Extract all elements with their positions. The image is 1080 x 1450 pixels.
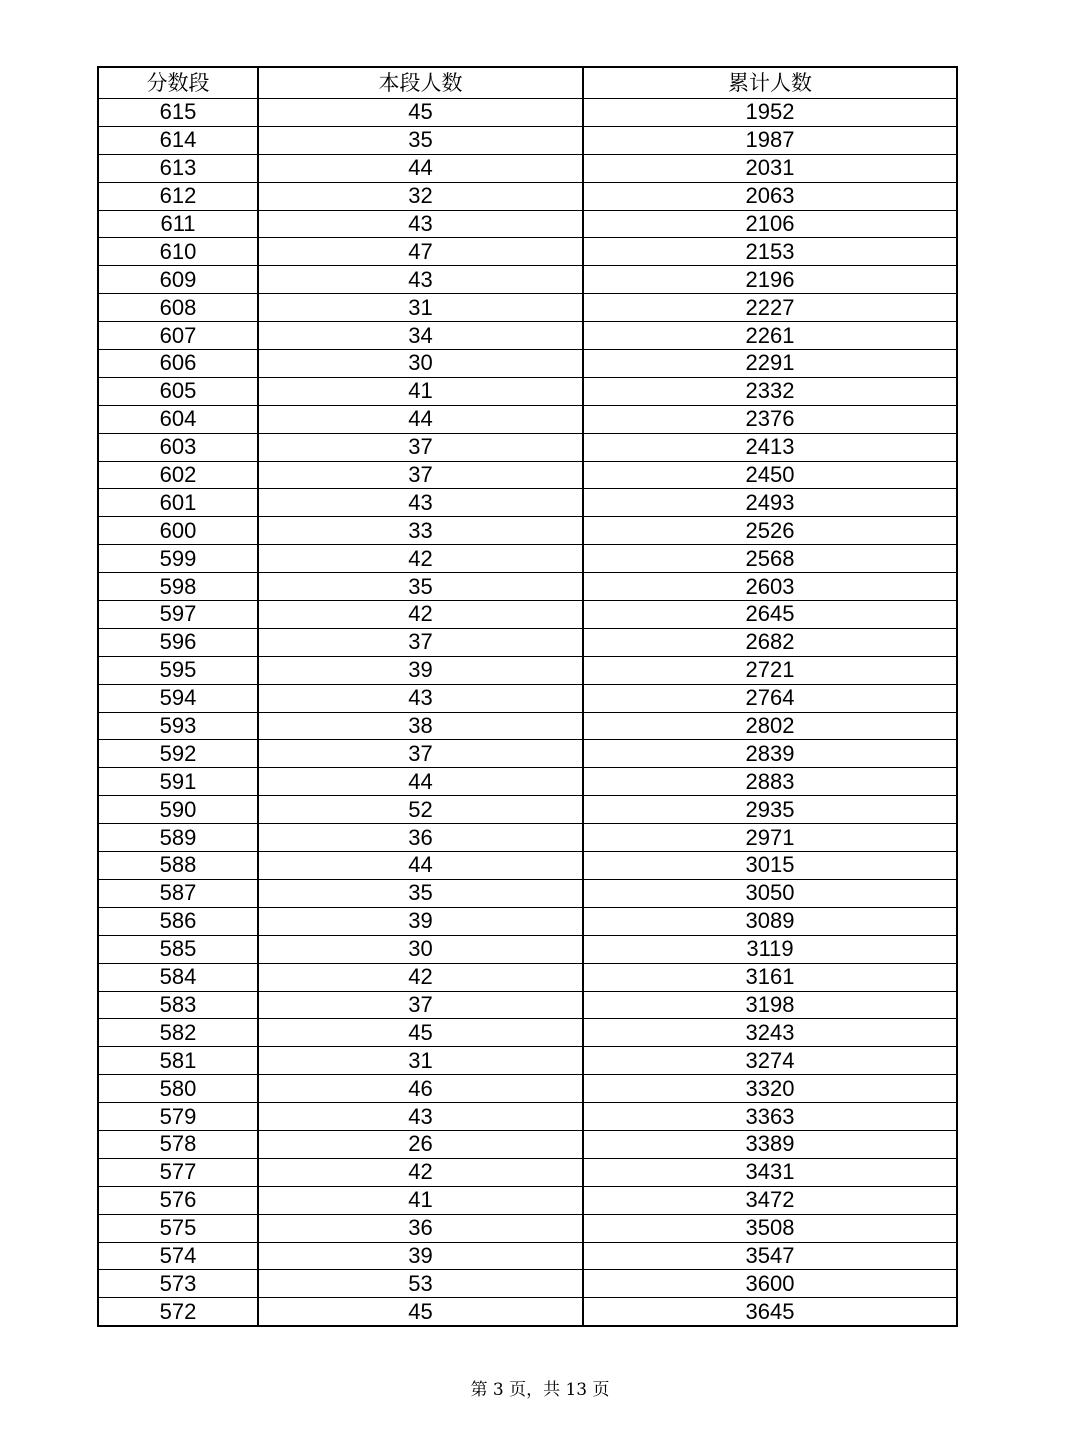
cell-cumulative-count: 2153 (583, 238, 957, 266)
cell-segment-count: 36 (258, 824, 583, 852)
cell-score: 582 (98, 1019, 258, 1047)
cell-score: 595 (98, 656, 258, 684)
table-row (98, 852, 957, 880)
score-distribution-table (97, 66, 958, 1327)
cell-cumulative-count: 3050 (583, 879, 957, 907)
table-row (98, 1158, 957, 1186)
cell-cumulative-count: 2839 (583, 740, 957, 768)
cell-segment-count: 46 (258, 1075, 583, 1103)
cell-segment-count: 36 (258, 1214, 583, 1242)
cell-segment-count: 30 (258, 935, 583, 963)
cell-score: 596 (98, 628, 258, 656)
cell-cumulative-count: 3274 (583, 1047, 957, 1075)
cell-score: 591 (98, 768, 258, 796)
table-row (98, 238, 957, 266)
cell-cumulative-count: 2645 (583, 601, 957, 629)
table-row (98, 1047, 957, 1075)
cell-score: 586 (98, 907, 258, 935)
cell-cumulative-count: 3547 (583, 1242, 957, 1270)
table-row (98, 1019, 957, 1047)
cell-segment-count: 38 (258, 712, 583, 740)
cell-score: 587 (98, 879, 258, 907)
table-row (98, 907, 957, 935)
cell-score: 581 (98, 1047, 258, 1075)
table-row (98, 182, 957, 210)
cell-segment-count: 43 (258, 1103, 583, 1131)
table-row (98, 824, 957, 852)
cell-score: 593 (98, 712, 258, 740)
cell-segment-count: 45 (258, 1019, 583, 1047)
cell-cumulative-count: 3243 (583, 1019, 957, 1047)
cell-score: 575 (98, 1214, 258, 1242)
cell-segment-count: 32 (258, 182, 583, 210)
cell-segment-count: 52 (258, 796, 583, 824)
table-row (98, 963, 957, 991)
page-footer: 第 3 页，共 13 页 (470, 1380, 610, 1400)
cell-cumulative-count: 2227 (583, 294, 957, 322)
cell-segment-count: 39 (258, 1242, 583, 1270)
cell-cumulative-count: 2063 (583, 182, 957, 210)
cell-cumulative-count: 3089 (583, 907, 957, 935)
header-segment-count: 本段人数 (258, 67, 583, 99)
cell-segment-count: 42 (258, 963, 583, 991)
cell-score: 606 (98, 350, 258, 378)
table-row (98, 768, 957, 796)
cell-segment-count: 43 (258, 210, 583, 238)
cell-cumulative-count: 2802 (583, 712, 957, 740)
cell-segment-count: 31 (258, 294, 583, 322)
table-row (98, 545, 957, 573)
cell-score: 589 (98, 824, 258, 852)
header-score-range: 分数段 (98, 67, 258, 99)
table-row (98, 322, 957, 350)
cell-cumulative-count: 3320 (583, 1075, 957, 1103)
cell-cumulative-count: 2603 (583, 573, 957, 601)
table-row (98, 350, 957, 378)
cell-cumulative-count: 2106 (583, 210, 957, 238)
cell-score: 613 (98, 154, 258, 182)
table-row (98, 740, 957, 768)
table-row (98, 99, 957, 127)
table-row (98, 712, 957, 740)
cell-score: 612 (98, 182, 258, 210)
cell-cumulative-count: 2450 (583, 461, 957, 489)
cell-cumulative-count: 2721 (583, 656, 957, 684)
cell-segment-count: 44 (258, 768, 583, 796)
cell-score: 573 (98, 1270, 258, 1298)
cell-segment-count: 26 (258, 1130, 583, 1158)
cell-segment-count: 43 (258, 489, 583, 517)
cell-score: 611 (98, 210, 258, 238)
table-row (98, 154, 957, 182)
cell-cumulative-count: 2883 (583, 768, 957, 796)
table-row (98, 126, 957, 154)
table-row (98, 1298, 957, 1326)
table-row (98, 433, 957, 461)
cell-cumulative-count: 2568 (583, 545, 957, 573)
cell-cumulative-count: 3508 (583, 1214, 957, 1242)
cell-score: 577 (98, 1158, 258, 1186)
table-row (98, 517, 957, 545)
cell-segment-count: 45 (258, 99, 583, 127)
cell-cumulative-count: 2764 (583, 684, 957, 712)
cell-cumulative-count: 3472 (583, 1186, 957, 1214)
table-row (98, 656, 957, 684)
cell-score: 608 (98, 294, 258, 322)
table-row (98, 377, 957, 405)
table-header-row (98, 67, 957, 99)
cell-score: 610 (98, 238, 258, 266)
cell-score: 580 (98, 1075, 258, 1103)
cell-score: 609 (98, 266, 258, 294)
cell-segment-count: 43 (258, 266, 583, 294)
cell-cumulative-count: 3015 (583, 852, 957, 880)
cell-segment-count: 43 (258, 684, 583, 712)
cell-cumulative-count: 2031 (583, 154, 957, 182)
table-row (98, 991, 957, 1019)
cell-score: 614 (98, 126, 258, 154)
cell-score: 602 (98, 461, 258, 489)
cell-cumulative-count: 2682 (583, 628, 957, 656)
cell-cumulative-count: 2413 (583, 433, 957, 461)
table-row (98, 796, 957, 824)
cell-score: 576 (98, 1186, 258, 1214)
table-body (98, 99, 957, 1327)
cell-cumulative-count: 2196 (583, 266, 957, 294)
cell-segment-count: 44 (258, 154, 583, 182)
cell-score: 588 (98, 852, 258, 880)
cell-score: 578 (98, 1130, 258, 1158)
table-row (98, 489, 957, 517)
table-row (98, 1242, 957, 1270)
table-row (98, 601, 957, 629)
table-row (98, 1186, 957, 1214)
table-row (98, 1270, 957, 1298)
table-row (98, 294, 957, 322)
cell-score: 574 (98, 1242, 258, 1270)
cell-cumulative-count: 3645 (583, 1298, 957, 1326)
cell-segment-count: 30 (258, 350, 583, 378)
table-row (98, 210, 957, 238)
cell-score: 592 (98, 740, 258, 768)
cell-cumulative-count: 3119 (583, 935, 957, 963)
table-row (98, 1130, 957, 1158)
table-row (98, 935, 957, 963)
table-row (98, 1075, 957, 1103)
cell-score: 604 (98, 405, 258, 433)
cell-cumulative-count: 3363 (583, 1103, 957, 1131)
cell-score: 583 (98, 991, 258, 1019)
cell-segment-count: 41 (258, 377, 583, 405)
cell-score: 600 (98, 517, 258, 545)
cell-score: 598 (98, 573, 258, 601)
cell-segment-count: 41 (258, 1186, 583, 1214)
cell-segment-count: 42 (258, 601, 583, 629)
cell-segment-count: 39 (258, 656, 583, 684)
table-row (98, 573, 957, 601)
cell-cumulative-count: 1952 (583, 99, 957, 127)
cell-segment-count: 47 (258, 238, 583, 266)
cell-cumulative-count: 2971 (583, 824, 957, 852)
cell-segment-count: 39 (258, 907, 583, 935)
cell-score: 594 (98, 684, 258, 712)
cell-cumulative-count: 2291 (583, 350, 957, 378)
cell-segment-count: 35 (258, 573, 583, 601)
cell-score: 584 (98, 963, 258, 991)
cell-cumulative-count: 1987 (583, 126, 957, 154)
cell-score: 572 (98, 1298, 258, 1326)
cell-cumulative-count: 2261 (583, 322, 957, 350)
cell-segment-count: 42 (258, 545, 583, 573)
header-cumulative-count: 累计人数 (583, 67, 957, 99)
cell-score: 579 (98, 1103, 258, 1131)
cell-score: 607 (98, 322, 258, 350)
cell-segment-count: 37 (258, 991, 583, 1019)
cell-segment-count: 37 (258, 433, 583, 461)
table-row (98, 628, 957, 656)
cell-score: 599 (98, 545, 258, 573)
cell-score: 605 (98, 377, 258, 405)
cell-segment-count: 35 (258, 879, 583, 907)
cell-segment-count: 34 (258, 322, 583, 350)
cell-segment-count: 31 (258, 1047, 583, 1075)
table-row (98, 879, 957, 907)
cell-segment-count: 42 (258, 1158, 583, 1186)
cell-segment-count: 53 (258, 1270, 583, 1298)
cell-segment-count: 35 (258, 126, 583, 154)
table-row (98, 684, 957, 712)
cell-score: 590 (98, 796, 258, 824)
cell-score: 615 (98, 99, 258, 127)
cell-cumulative-count: 2332 (583, 377, 957, 405)
cell-segment-count: 45 (258, 1298, 583, 1326)
cell-segment-count: 33 (258, 517, 583, 545)
table-row (98, 461, 957, 489)
cell-cumulative-count: 3198 (583, 991, 957, 1019)
cell-cumulative-count: 2935 (583, 796, 957, 824)
table-row (98, 405, 957, 433)
cell-cumulative-count: 3389 (583, 1130, 957, 1158)
cell-score: 603 (98, 433, 258, 461)
table-row (98, 1103, 957, 1131)
cell-cumulative-count: 2376 (583, 405, 957, 433)
cell-segment-count: 44 (258, 405, 583, 433)
cell-cumulative-count: 2526 (583, 517, 957, 545)
cell-segment-count: 44 (258, 852, 583, 880)
cell-score: 601 (98, 489, 258, 517)
table-row (98, 1214, 957, 1242)
cell-score: 585 (98, 935, 258, 963)
cell-cumulative-count: 3161 (583, 963, 957, 991)
cell-cumulative-count: 3600 (583, 1270, 957, 1298)
table-row (98, 266, 957, 294)
cell-cumulative-count: 3431 (583, 1158, 957, 1186)
cell-segment-count: 37 (258, 628, 583, 656)
cell-cumulative-count: 2493 (583, 489, 957, 517)
cell-segment-count: 37 (258, 740, 583, 768)
cell-score: 597 (98, 601, 258, 629)
cell-segment-count: 37 (258, 461, 583, 489)
